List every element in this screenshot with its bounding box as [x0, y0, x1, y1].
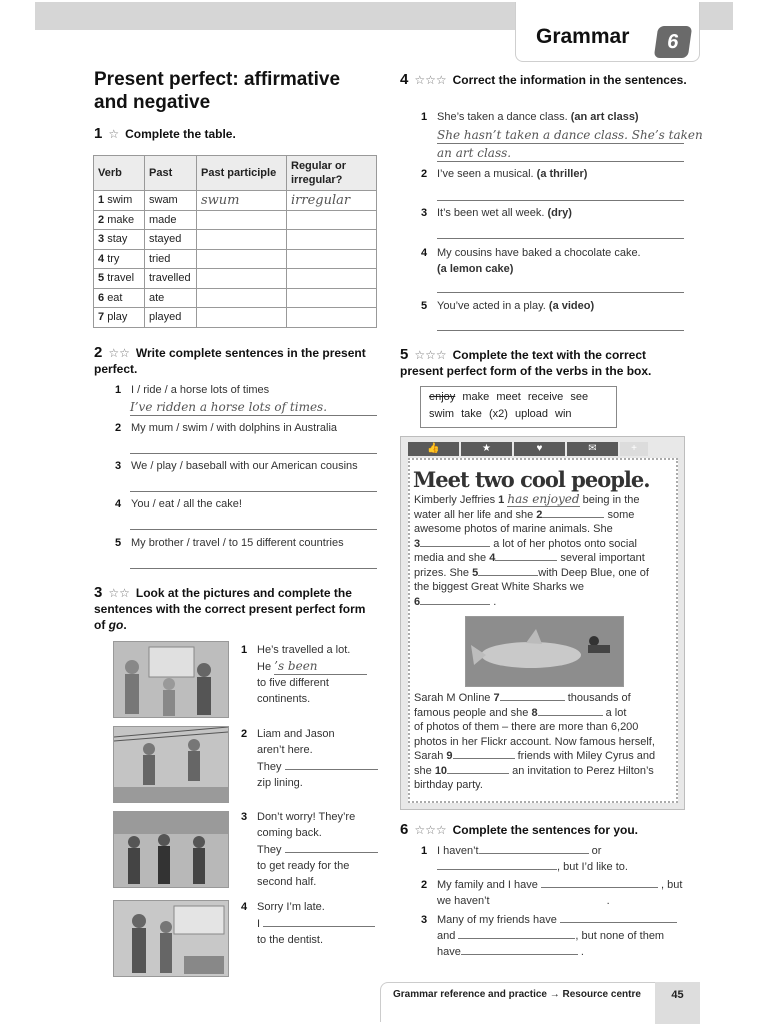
verb-cell: eat	[107, 291, 123, 304]
text: have	[437, 946, 461, 958]
answer-line[interactable]	[130, 491, 377, 492]
star-icon[interactable]: ★	[461, 442, 512, 456]
past-cell: played	[145, 308, 197, 328]
gap-number: 2	[536, 508, 543, 521]
col-regular: Regular or irregular?	[287, 156, 377, 191]
ex5-heading	[400, 347, 690, 379]
verb-cell: swim	[107, 194, 133, 207]
gap-number: 7	[493, 692, 500, 704]
gap-number: 8	[531, 706, 538, 719]
ex6-heading	[400, 822, 690, 838]
verb-cell: play	[107, 311, 128, 324]
past-cell: ate	[145, 288, 197, 308]
pp-cell[interactable]	[197, 308, 287, 328]
reg-cell[interactable]	[287, 249, 377, 269]
shark-photo	[465, 616, 624, 687]
text: famous people and she	[414, 706, 529, 719]
answer-line[interactable]	[437, 238, 684, 239]
table-row	[94, 288, 377, 308]
heart-icon[interactable]: ♥	[514, 442, 565, 456]
ex3-text: to get ready for the	[257, 860, 350, 872]
star-icon: ☆	[108, 127, 120, 141]
ex3-text: second half.	[257, 876, 317, 888]
word-list: make meet receive see	[462, 391, 589, 403]
row-number: 3	[98, 233, 105, 246]
ex3-answer-line[interactable]	[285, 758, 378, 770]
text: being in the	[582, 494, 640, 506]
ex3-answer-line[interactable]	[285, 841, 378, 853]
answer-line[interactable]	[437, 200, 684, 201]
like-icon[interactable]: 👍	[408, 442, 459, 456]
item-number: 4	[115, 498, 122, 510]
ex4-answer: She hasn’t taken a dance class. She’s taken	[437, 128, 703, 142]
table-row	[94, 269, 377, 289]
ex3-text: to the dentist.	[257, 934, 324, 946]
gap-number: 10	[434, 764, 448, 777]
gap-answer[interactable]: has enjoyed	[507, 492, 580, 506]
ex5-number: 5	[400, 346, 409, 363]
gap-line[interactable]	[453, 749, 515, 759]
text: media and she	[414, 552, 487, 564]
text: a lot of her photos onto social	[493, 537, 637, 550]
table-row	[94, 308, 377, 328]
text: a lot	[605, 706, 627, 719]
col-past: Past	[145, 156, 197, 191]
pp-cell[interactable]	[197, 210, 287, 230]
gap-line[interactable]	[479, 843, 589, 854]
text: prizes. She	[414, 566, 470, 579]
unit-badge: 6	[654, 26, 692, 58]
item-number: 1	[241, 644, 248, 656]
text: birthday party.	[414, 779, 483, 791]
past-cell: swam	[145, 191, 197, 211]
word-list: swim take (x2) upload win	[429, 408, 572, 420]
col-verb: Verb	[94, 156, 145, 191]
row-number: 6	[98, 291, 105, 304]
ex2-prompt: You / eat / all the cake!	[131, 498, 242, 510]
ex6-number: 6	[400, 821, 409, 838]
table-row	[94, 210, 377, 230]
item-number: 2	[115, 422, 122, 434]
ex6-item-2	[421, 877, 691, 909]
ex4-correction: (an art class)	[570, 111, 639, 123]
gap-number: 6	[414, 595, 421, 608]
row-number: 5	[98, 272, 105, 285]
item-number: 2	[421, 879, 428, 891]
ex4-sentence: I’ve seen a musical.	[437, 168, 534, 180]
pp-cell[interactable]	[197, 269, 287, 289]
ex3-heading	[94, 585, 379, 633]
text: .	[606, 895, 610, 907]
past-cell: made	[145, 210, 197, 230]
pp-cell[interactable]: swum	[197, 191, 287, 211]
star-icon: ☆☆	[108, 586, 130, 600]
answer-line[interactable]	[130, 453, 377, 454]
col-past-participle: Past participle	[197, 156, 287, 191]
gap-line[interactable]	[538, 706, 603, 716]
text: we haven’t	[437, 895, 490, 907]
pp-cell[interactable]	[197, 249, 287, 269]
text: , but	[661, 879, 683, 891]
article-title: Meet two cool people.	[413, 467, 650, 492]
table-row	[94, 191, 377, 211]
ex4-answer: an art class.	[437, 146, 512, 160]
row-number: 7	[98, 311, 105, 324]
text: , but none of them	[575, 930, 665, 942]
picture-classroom	[113, 900, 229, 977]
plus-icon[interactable]: +	[620, 442, 648, 456]
text: My family and I have	[437, 879, 538, 891]
text: an invitation to Perez Hilton’s	[512, 764, 654, 777]
gap-line[interactable]	[420, 537, 490, 547]
page-title: Present perfect: affirmative and negative	[94, 69, 341, 113]
past-cell: tried	[145, 249, 197, 269]
gap-number: 4	[489, 552, 496, 564]
ex2-prompt: We / play / baseball with our American cousins	[131, 460, 358, 472]
ex3-verb: go	[108, 618, 124, 632]
travellers-illustration	[114, 642, 228, 717]
ex3-text: He	[257, 661, 272, 673]
gap-line[interactable]	[458, 928, 575, 939]
row-number: 1	[98, 194, 105, 207]
past-cell: stayed	[145, 230, 197, 250]
ex3-text: I	[257, 918, 261, 930]
text: photos in her Flickr account. Now famous herself,	[414, 735, 655, 748]
picture-travellers	[113, 641, 229, 718]
answer-line[interactable]	[130, 529, 377, 530]
ex2-prompt: My mum / swim / with dolphins in Australia	[131, 422, 338, 434]
classroom-illustration	[114, 901, 228, 976]
pp-cell[interactable]	[197, 288, 287, 308]
shark-illustration	[466, 617, 623, 686]
answer-line[interactable]	[437, 330, 684, 331]
text: friends with Miley Cyrus and	[517, 750, 656, 762]
ex4-sentence: My cousins have baked a chocolate cake.	[437, 247, 641, 259]
reg-cell[interactable]	[287, 269, 377, 289]
text: , but I’d like to.	[557, 861, 628, 873]
answer-line[interactable]	[130, 415, 377, 416]
item-number: 5	[421, 300, 428, 312]
players-illustration	[114, 812, 228, 887]
ex4-correction: (a video)	[548, 300, 595, 312]
ex3-text: He’s travelled a lot.	[257, 644, 351, 656]
word-struck: enjoy	[429, 391, 456, 403]
gap-line[interactable]	[500, 691, 565, 701]
footer-link[interactable]: Grammar reference and practice → Resource centre	[393, 989, 641, 1000]
ex4-heading	[400, 72, 690, 88]
text: I haven’t	[437, 845, 479, 857]
word-box	[420, 386, 617, 428]
text: water all her life and she	[414, 508, 534, 521]
reg-cell[interactable]: irregular	[287, 191, 377, 211]
ex4-correction: (a thriller)	[536, 168, 588, 180]
ex3-answer[interactable]: ’s been	[274, 658, 367, 675]
gap-number: 9	[446, 750, 453, 762]
star-icon: ☆☆☆	[414, 823, 447, 837]
text: thousands of	[567, 692, 631, 704]
star-icon: ☆☆☆	[414, 73, 447, 87]
text: the biggest Great White Sharks we	[414, 581, 584, 593]
ex4-correction: (a lemon cake)	[437, 263, 514, 275]
reg-cell[interactable]	[287, 210, 377, 230]
ex2-prompt: I / ride / a horse lots of times	[131, 384, 270, 396]
gap-number: 5	[472, 566, 479, 579]
answer-line[interactable]	[437, 161, 684, 162]
text: Many of my friends have	[437, 914, 557, 926]
gap-line[interactable]	[447, 764, 509, 774]
table-row	[94, 230, 377, 250]
verb-cell: try	[107, 252, 120, 265]
footer-tab	[380, 982, 700, 1022]
ex1-number: 1	[94, 125, 103, 142]
zip-lining-illustration	[114, 727, 228, 802]
item-number: 3	[421, 914, 428, 926]
text: awesome photos of marine animals. She	[414, 523, 613, 535]
row-number: 2	[98, 213, 105, 226]
item-number: 4	[241, 901, 248, 913]
answer-line[interactable]	[130, 568, 377, 569]
ex3-text: Sorry I’m late.	[257, 901, 325, 913]
ex6-item-1	[421, 843, 691, 875]
gap-line[interactable]	[560, 912, 677, 923]
gap-line[interactable]	[541, 877, 658, 888]
gap-line[interactable]	[420, 595, 490, 605]
ex2-number: 2	[94, 344, 103, 361]
ex3-text: Liam and Jason	[257, 728, 335, 740]
ex1-instruction: Complete the table.	[125, 127, 236, 141]
gap-number: 3	[414, 537, 421, 550]
star-icon: ☆☆☆	[414, 348, 447, 362]
verb-cell: travel	[107, 272, 135, 285]
reg-cell[interactable]	[287, 288, 377, 308]
text: or	[591, 845, 602, 857]
ex3-answer-line[interactable]	[263, 915, 375, 927]
verb-table	[93, 155, 377, 328]
item-number: 4	[421, 247, 428, 259]
item-number: 3	[241, 811, 248, 823]
ex3-text: Don’t worry! They’re	[257, 811, 356, 823]
reg-cell[interactable]	[287, 230, 377, 250]
gap-line[interactable]	[478, 566, 538, 576]
gap-line[interactable]	[542, 508, 604, 518]
item-number: 2	[241, 728, 248, 740]
verb-cell: make	[107, 213, 135, 226]
pp-cell[interactable]	[197, 230, 287, 250]
text: of photos of them – there are more than 6,200	[414, 721, 639, 733]
item-number: 1	[421, 111, 428, 123]
ex3-text: to five different	[257, 677, 329, 689]
ex3-text: coming back.	[257, 827, 322, 839]
item-number: 1	[421, 845, 428, 857]
ex3-text: zip lining.	[257, 777, 303, 789]
section-title: Grammar	[536, 25, 630, 48]
text: she	[414, 764, 432, 777]
text: .	[493, 595, 497, 608]
ex3-text: They	[257, 761, 282, 773]
gap-space[interactable]	[490, 893, 607, 904]
table-header-row	[94, 156, 377, 191]
gap-number: 1	[498, 494, 505, 506]
gap-line[interactable]	[437, 859, 557, 870]
article-paragraph-1	[414, 492, 676, 609]
ex4-sentence: It’s been wet all week.	[437, 207, 545, 219]
ex4-sentence: You’ve acted in a play.	[437, 300, 546, 312]
text: with Deep Blue, one of	[538, 566, 649, 579]
ex3-text: aren’t here.	[257, 744, 313, 756]
text: Kimberly Jeffries	[414, 494, 496, 506]
gap-line[interactable]	[461, 944, 578, 955]
star-icon: ☆☆	[108, 346, 130, 360]
ex4-sentence: She’s taken a dance class.	[437, 111, 568, 123]
text: Sarah M Online	[414, 692, 491, 704]
ex4-correction: (dry)	[547, 207, 572, 219]
ex3-text: continents.	[257, 693, 311, 705]
ex3-instruction-end: .	[123, 618, 127, 632]
ex1-heading	[94, 126, 236, 142]
table-row	[94, 249, 377, 269]
text: Sarah	[414, 750, 444, 762]
ex4-number: 4	[400, 71, 409, 88]
text: some	[607, 508, 635, 521]
article-paragraph-2	[414, 691, 676, 793]
ex3-text: They	[257, 844, 282, 856]
ex3-number: 3	[94, 584, 103, 601]
item-number: 2	[421, 168, 428, 180]
ex6-instruction: Complete the sentences for you.	[452, 823, 638, 837]
ex4-instruction: Correct the information in the sentences.	[452, 73, 687, 87]
mail-icon[interactable]: ✉	[567, 442, 618, 456]
past-cell: travelled	[145, 269, 197, 289]
ex6-item-3	[421, 912, 691, 960]
ex3-instruction: Look at the pictures and complete the sentences with the correct present perfect form of	[94, 586, 366, 632]
ex2-heading	[94, 345, 379, 377]
picture-zip-lining	[113, 726, 229, 803]
ex2-prompt: My brother / travel / to 15 different countries	[131, 537, 344, 549]
text: and	[437, 930, 456, 942]
ex5-instruction: Complete the text with the correct present perfect form of the verbs in the box.	[400, 348, 652, 378]
item-number: 5	[115, 537, 122, 549]
ex2-answer: I’ve ridden a horse lots of times.	[130, 400, 328, 414]
item-number: 3	[115, 460, 122, 472]
item-number: 3	[421, 207, 428, 219]
answer-line[interactable]	[437, 143, 684, 144]
answer-line[interactable]	[437, 292, 684, 293]
picture-football-players	[113, 811, 229, 888]
page-number: 45	[655, 982, 700, 1024]
text: .	[580, 946, 584, 958]
item-number: 1	[115, 384, 122, 396]
text: several important	[560, 552, 645, 564]
ex2-instruction: Write complete sentences in the present perfect.	[94, 346, 366, 376]
row-number: 4	[98, 252, 105, 265]
reg-cell[interactable]	[287, 308, 377, 328]
verb-cell: stay	[107, 233, 128, 246]
gap-line[interactable]	[495, 551, 557, 561]
